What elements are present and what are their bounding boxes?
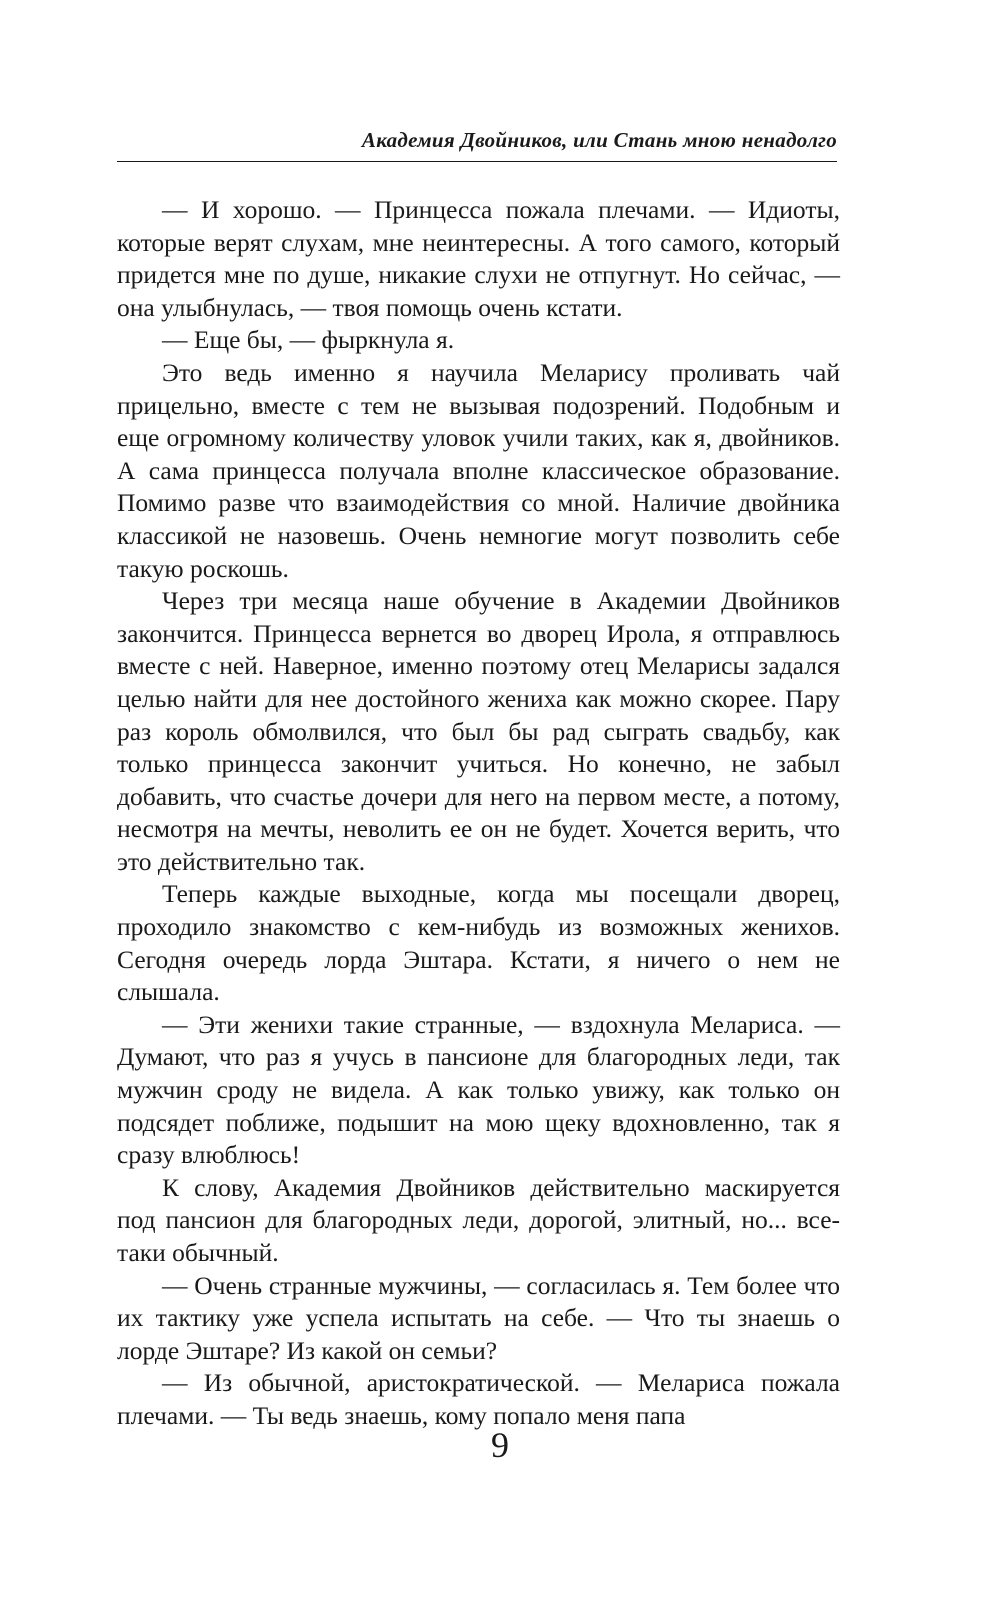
running-header-title: Академия Двойников, или Стань мною ненадолго (361, 128, 837, 152)
header-divider (117, 161, 837, 162)
paragraph: — Из обычной, аристократической. — Мелариса пожала плечами. — Ты ведь знаешь, кому попало меня папа (117, 1368, 840, 1430)
page-number: 9 (491, 1425, 509, 1465)
paragraph: — Очень странные мужчины, — согласилась я. Тем более что их тактику уже успела испытать на себе. — Что ты знаешь о лорде Эштаре? Из какой он семьи? (117, 1270, 840, 1365)
paragraph: Через три месяца наше обучение в Академии Двойников закончится. Принцесса вернется во дворец Ирола, я отправлюсь вместе с ней. Наверное, именно поэтому отец Меларисы задался целью найти для нее достойного жениха как можно скорее. Пару раз король обмолвился, что был бы рад сыграть свадьбу, как только принцесса закончит учиться. Но конечно, не забыл добавить, что счастье дочери для него на первом месте, а потому, несмотря на мечты, неволить ее он не будет. Хочется верить, что это действительно так. (117, 586, 840, 876)
paragraph: — И хорошо. — Принцесса пожала плечами. — Идиоты, которые верят слухам, мне неинтересны. А того самого, который придется мне по душе, никакие слухи не отпугнут. Но сейчас, — она улыбнулась, — твоя помощь очень кстати. (117, 195, 840, 322)
body-text (117, 194, 840, 1433)
paragraph: — Эти женихи такие странные, — вздохнула Мелариса. — Думают, что раз я учусь в пансионе для благородных леди, так мужчин сроду не видела. А как только увижу, как только он подсядет поближе, подышит на мою щеку вдохновленно, так я сразу влюблюсь! (117, 1009, 840, 1170)
paragraph: К слову, Академия Двойников действительно маскируется под пансион для благородных леди, дорогой, элитный, но... все-таки обычный. (117, 1172, 840, 1267)
paragraph: Это ведь именно я научила Меларису проливать чай прицельно, вместе с тем не вызывая подозрений. Подобным и еще огромному количеству уловок учили таких, как я, двойников. А сама принцесса получала вполне классическое образование. Помимо разве что взаимодействия со мной. Наличие двойника классикой не назовешь. Очень немногие могут позволить себе такую роскошь. (117, 357, 840, 583)
paragraph: — Еще бы, — фыркнула я. (162, 325, 455, 355)
paragraph: Теперь каждые выходные, когда мы посещали дворец, проходило знакомство с кем-нибудь из возможных женихов. Сегодня очередь лорда Эштара. Кстати, я ничего о нем не слышала. (117, 879, 840, 1007)
